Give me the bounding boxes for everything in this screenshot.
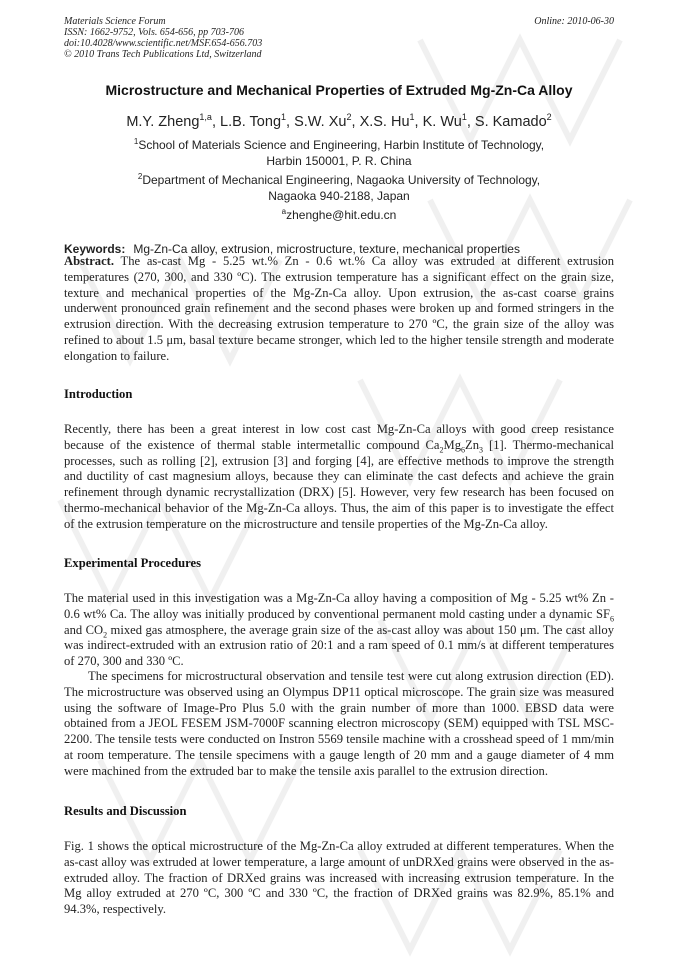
subscript: 3 xyxy=(479,445,484,455)
subscript: 6 xyxy=(610,614,614,624)
abstract-text: The as-cast Mg - 5.25 wt.% Zn - 0.6 wt.% Ca alloy was extruded at different extrusion temperatures (270, 300, and 330 ºC). The extrusion temperature has a significant effect on the grain size, texture and mechanical properties of the Mg-Zn-Ca alloy. Upon extrusion, the as-cast coarse grains underwent pronounced grain refinement and the second phases were broken up and formed stringers in the extrusion direction. With the decreasing extrusion temperature to 270 ºC, the grain size of the alloy was refined to about 1.5 μm, basal texture became stronger, which led to the higher tensile strength and moderate elongation to failure. xyxy=(64,254,614,363)
affiliation-2-line-1 xyxy=(64,169,614,189)
journal-header xyxy=(64,16,262,60)
experimental-paragraph-2: The specimens for microstructural observation and tensile test were cut along extrusion direction (ED). The microstructure was observed using an Olympus DP11 optical microscope. The grain size was measured using the software of Image-Pro Plus 5.0 with the grain number of more than 1000. EBSD data were obtained from a JEOL FESEM JSM-7000F scanning electron microscopy (SEM) equipped with TSL MSC-2200. The tensile tests were conducted on Instron 5569 tensile machine with a crosshead speed of 1 mm/min at room temperature. The tensile specimens with a gauge length of 20 mm and a gauge diameter of 4 mm were machined from the extruded bar to make the tensile axis parallel to the extrusion direction. xyxy=(64,669,614,778)
experimental-heading: Experimental Procedures xyxy=(64,556,201,570)
affiliation-mark: 1 xyxy=(133,137,139,146)
corresponding-email xyxy=(64,204,614,223)
paper-title: Microstructure and Mechanical Properties of Extruded Mg-Zn-Ca Alloy xyxy=(105,82,573,98)
exp-text: and CO xyxy=(64,622,104,637)
introduction-heading: Introduction xyxy=(64,387,133,401)
affiliations xyxy=(64,134,614,204)
exp-text: The material used in this investigation was a Mg-Zn-Ca alloy having a composition of Mg - 5.25 wt% Zn - 0.6 wt% Ca. The alloy was initially produced by conventional permanent mold casting under a dynamic SF xyxy=(64,591,614,621)
affiliation-text: Department of Mechanical Engineering, Nagaoka University of Technology, xyxy=(142,173,541,187)
author-affil-mark: 1,a xyxy=(199,112,212,122)
experimental-paragraph-1 xyxy=(64,591,614,670)
author-list: M.Y. Zheng$^{1,a}$, L.B. Tong$^1$, S.W. Xu$^2$, X.S. Hu$^1$, K. Wu$^1$, S. Kamado$^2$ xyxy=(126,112,552,130)
introduction-paragraph xyxy=(64,422,614,533)
keywords-label: Keywords: xyxy=(64,242,126,256)
affiliation-1-line-2: Harbin 150001, P. R. China xyxy=(266,153,412,168)
abstract-label: Abstract. xyxy=(64,254,115,268)
intro-text: Recently, there has been a great interest in low cost cast Mg-Zn-Ca alloys with good creep resistance because of the existence of thermal stable intermetallic compound Ca xyxy=(64,422,614,452)
author-name: X.S. Hu xyxy=(359,113,410,130)
copyright-line: © 2010 Trans Tech Publications Ltd, Switzerland xyxy=(64,49,262,60)
author-affil-mark: 1 xyxy=(461,112,467,122)
keywords-text: Mg-Zn-Ca alloy, extrusion, microstructure, texture, mechanical properties xyxy=(133,242,520,256)
online-date: Online: 2010-06-30 xyxy=(534,16,614,27)
subscript: 2 xyxy=(439,445,444,455)
author-affil-mark: 1 xyxy=(409,112,415,122)
affiliation-text: School of Materials Science and Engineering, Harbin Institute of Technology, xyxy=(138,138,545,152)
subscript: 6 xyxy=(461,445,466,455)
subscript: 2 xyxy=(103,630,108,640)
journal-name: Materials Science Forum xyxy=(64,16,166,27)
author-name: S.W. Xu xyxy=(294,113,347,130)
intro-text: Mg xyxy=(443,437,462,452)
author-affil-mark: 2 xyxy=(546,112,552,122)
affiliation-2-line-2: Nagaoka 940-2188, Japan xyxy=(268,188,410,203)
email-mark: a xyxy=(281,207,287,216)
results-heading: Results and Discussion xyxy=(64,804,187,818)
author-affil-mark: 2 xyxy=(346,112,352,122)
abstract xyxy=(64,254,614,365)
author-name: M.Y. Zheng xyxy=(126,113,200,130)
author-affil-mark: 1 xyxy=(281,112,287,122)
exp-text: mixed gas atmosphere, the average grain size of the as-cast alloy was about 150 μm. The cast alloy was indirect-extruded with an extrusion ratio of 20:1 and a ram speed of 0.1 mm/s at different temperatures of 270, 300 and 330 ºC. xyxy=(64,622,614,669)
author-name: L.B. Tong xyxy=(220,113,282,130)
doi-line: doi:10.4028/www.scientific.net/MSF.654-656.703 xyxy=(64,38,263,49)
email-address[interactable]: zhenghe@hit.edu.cn xyxy=(286,208,397,222)
affiliation-mark: 2 xyxy=(137,172,143,181)
results-paragraph: Fig. 1 shows the optical microstructure of the Mg-Zn-Ca alloy extruded at different temperatures. When the as-cast alloy was extruded at lower temperature, a large amount of unDRXed grains were observed in the as-extruded alloy. The fraction of DRXed grains was increased with increasing extrusion temperature. In the Mg alloy extruded at 270 ºC, 300 ºC and 330 ºC, the fraction of DRXed grains was 82.9%, 85.1% and 94.3%, respectively. xyxy=(64,839,614,917)
author-name: K. Wu xyxy=(422,113,462,130)
issn-line: ISSN: 1662-9752, Vols. 654-656, pp 703-706 xyxy=(64,27,244,38)
affiliation-1-line-1 xyxy=(64,134,614,154)
intro-text: Zn xyxy=(465,437,480,452)
author-name: S. Kamado xyxy=(474,113,547,130)
intro-text: [1]. Thermo-mechanical processes, such as rolling [2], extrusion [3] and forging [4], are effective methods to improve the strength and ductility of cast magnesium alloys, because they can eliminate the cast defects and achieve the grain refinement through dynamic recrystallization (DRX) [5]. However, very few research has been focused on thermo-mechanical behavior of the Mg-Zn-Ca alloys. Thus, the aim of this paper is to investigate the effect of the extrusion temperature on the microstructure and tensile properties of the Mg-Zn-Ca alloy. xyxy=(64,437,614,531)
